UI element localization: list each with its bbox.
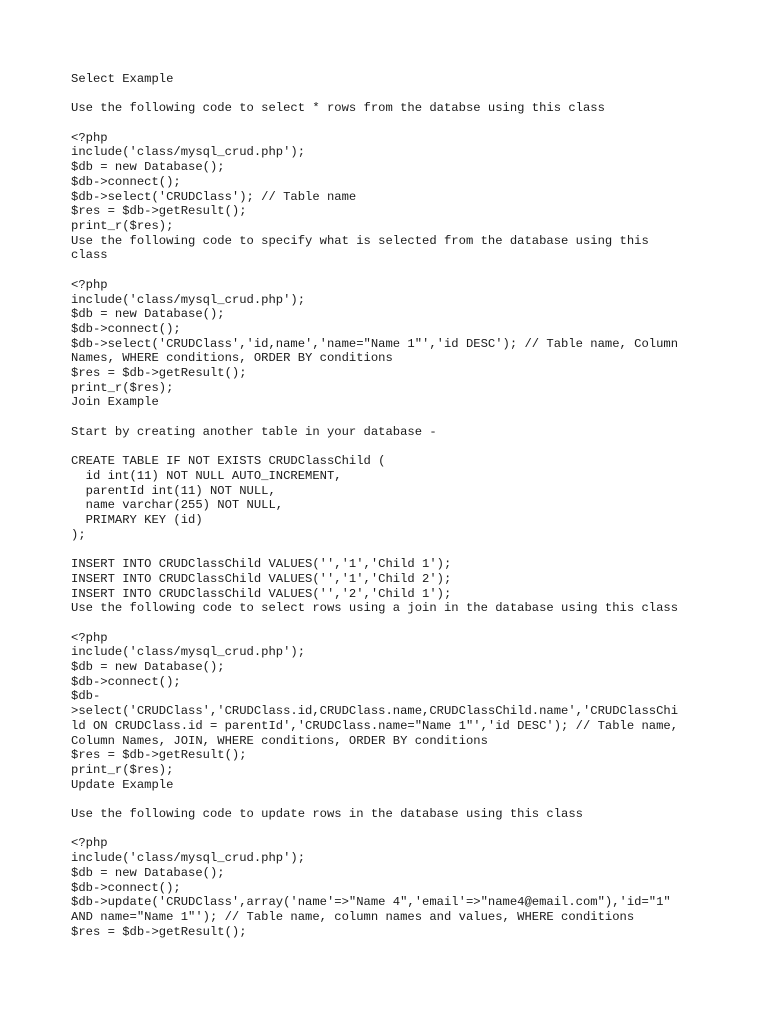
document-line: INSERT INTO CRUDClassChild VALUES('','1','Child 1'); xyxy=(71,557,452,572)
document-line: Use the following code to specify what is selected from the database using this xyxy=(71,233,649,248)
document-line: $db = new Database(); xyxy=(71,160,225,175)
document-line: include('class/mysql_crud.php'); xyxy=(71,292,306,307)
document-line: Update Example xyxy=(71,777,174,792)
document-line: print_r($res); xyxy=(71,219,174,233)
document-line: $db = new Database(); xyxy=(71,307,225,322)
document-line: <?php xyxy=(71,130,108,145)
document-line: INSERT INTO CRUDClassChild VALUES('','1','Child 2'); xyxy=(71,571,452,586)
document-line: <?php xyxy=(71,630,108,645)
document-line xyxy=(71,263,711,278)
document-line: include('class/mysql_crud.php'); xyxy=(71,851,306,866)
document-line: Start by creating another table in your database - xyxy=(71,424,437,439)
document-line: Join Example xyxy=(71,395,159,410)
document-line xyxy=(71,410,711,425)
document-line: $res = $db->getResult(); xyxy=(71,366,247,381)
document-line: <?php xyxy=(71,277,108,292)
document-page xyxy=(71,72,711,939)
document-line: ld ON CRUDClass.id = parentId','CRUDClass.name="Name 1"','id DESC'); // Table name, xyxy=(71,718,679,733)
document-line: CREATE TABLE IF NOT EXISTS CRUDClassChild ( xyxy=(71,454,386,469)
document-line xyxy=(71,542,711,557)
document-line: $db->connect(); xyxy=(71,674,181,689)
document-line: Use the following code to select * rows from the databse using this class xyxy=(71,101,605,116)
document-line: $db- xyxy=(71,689,101,704)
document-line xyxy=(71,87,711,102)
document-line: include('class/mysql_crud.php'); xyxy=(71,145,306,160)
document-line: INSERT INTO CRUDClassChild VALUES('','2','Child 1'); xyxy=(71,586,452,601)
document-line: PRIMARY KEY (id) xyxy=(71,513,203,528)
document-line: include('class/mysql_crud.php'); xyxy=(71,645,306,660)
document-line: parentId int(11) NOT NULL, xyxy=(71,483,276,498)
document-line xyxy=(71,616,711,631)
document-line: $db->connect(); xyxy=(71,880,181,895)
document-line: $db = new Database(); xyxy=(71,660,225,675)
document-line: $res = $db->getResult(); xyxy=(71,204,247,219)
document-line: <?php xyxy=(71,836,108,851)
document-line: $res = $db->getResult(); xyxy=(71,748,247,763)
document-line: AND name="Name 1"'); // Table name, column names and values, WHERE conditions xyxy=(71,909,635,924)
document-line: Column Names, JOIN, WHERE conditions, ORDER BY conditions xyxy=(71,733,488,748)
document-line: $db->connect(); xyxy=(71,321,181,336)
document-line: $db->select('CRUDClass'); // Table name xyxy=(71,189,357,204)
document-line xyxy=(71,792,711,807)
document-line: $db->connect(); xyxy=(71,174,181,189)
document-line: $db = new Database(); xyxy=(71,865,225,880)
document-line: Select Example xyxy=(71,72,174,86)
document-line: Use the following code to update rows in the database using this class xyxy=(71,807,583,822)
document-line: name varchar(255) NOT NULL, xyxy=(71,498,284,513)
document-line: >select('CRUDClass','CRUDClass.id,CRUDClass.name,CRUDClassChild.name','CRUDClassChi xyxy=(71,704,679,719)
document-line xyxy=(71,116,711,131)
document-line: ); xyxy=(71,527,86,542)
document-line: Names, WHERE conditions, ORDER BY conditions xyxy=(71,351,393,366)
document-line: $db->update('CRUDClass',array('name'=>"Name 4",'email'=>"name4@email.com"),'id="1" xyxy=(71,895,671,910)
document-line: print_r($res); xyxy=(71,380,174,395)
document-line: id int(11) NOT NULL AUTO_INCREMENT, xyxy=(71,468,342,483)
document-line: print_r($res); xyxy=(71,762,174,777)
document-line xyxy=(71,822,711,837)
document-line: $res = $db->getResult(); xyxy=(71,924,247,939)
document-line: $db->select('CRUDClass','id,name','name="Name 1"','id DESC'); // Table name, Column xyxy=(71,336,679,351)
document-line: class xyxy=(71,248,108,263)
document-line: Use the following code to select rows using a join in the database using this class xyxy=(71,601,679,616)
document-line xyxy=(71,440,711,455)
